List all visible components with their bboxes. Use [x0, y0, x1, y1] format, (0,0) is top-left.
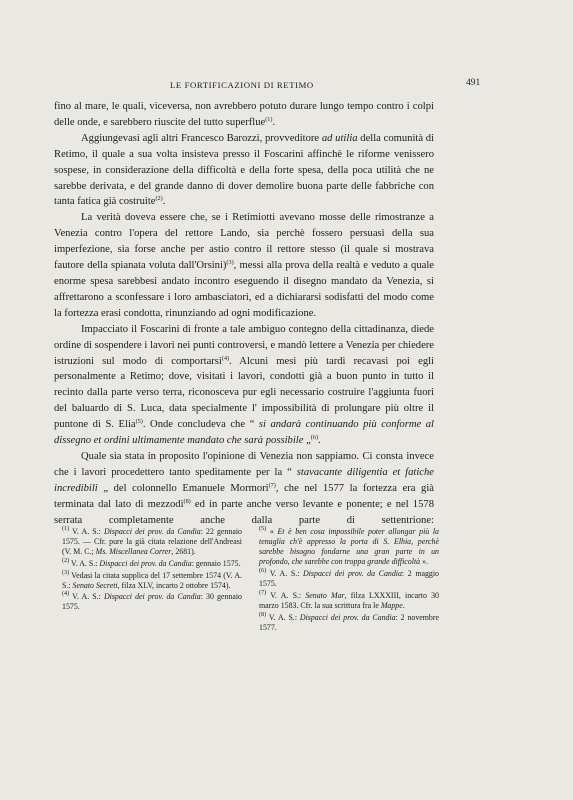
- italic-text: Dispacci dei prov. da Candia: [299, 612, 396, 622]
- text-run: . Alcuni mesi più tardi recavasi poi egli personalmente a Retimo; dove, visitati i lavori, condotti già a buon punto in tutto il recinto dalla parte verso terra, riconosceva pur egli necessario costruire l'aggiunta fuori del baluardo di S. Luca, data specialmente l' impossibilità di prolungare più oltre il puntone di S. Elia: [54, 355, 435, 431]
- italic-text: Dispacci dei prov. da Candia: [103, 592, 201, 602]
- paragraph: [54, 449, 434, 529]
- text-run: fino al mare, le quali, viceversa, non avrebbero potuto durare lungo tempo contro i colpi delle onde, e sarebbero riuscite del tutto superflue: [54, 101, 434, 128]
- footnote: [259, 588, 439, 611]
- text-run: V. A. S.:: [266, 612, 300, 622]
- text-run: . Onde concludeva che “: [142, 419, 259, 431]
- text-run: .: [162, 196, 166, 208]
- footnote: [259, 527, 439, 567]
- footnotes: [62, 527, 439, 633]
- footnote-ref: (7): [259, 588, 267, 596]
- text-run: : 2 novembre 1577.: [259, 612, 439, 632]
- footnote-ref: (1): [62, 525, 70, 532]
- italic-text: Senato Mar: [305, 590, 345, 600]
- running-title: LE FORTIFICAZIONI DI RETIMO: [170, 80, 314, 90]
- paragraph: [54, 131, 434, 211]
- text-run: , messi alla prova della realtà e veduto a quale enorme spesa sarebbesi andato incontro eseguendo il disegno mandato da Venezia, si affrettarono a sconfessare i loro ambasciatori, ed a dichiararsi sodisfatti del modo come la fortezza erasi condotta, rinunziando ad ogni modificazione.: [54, 260, 434, 319]
- italic-text: si andarà continuando più conforme al dissegno et ordini ultimamente mandato che sarà possibile: [54, 419, 434, 447]
- footnote-ref: (6): [259, 566, 267, 574]
- footnote-ref: (3): [226, 259, 234, 267]
- footnote-ref: (8): [183, 497, 191, 505]
- footnote-ref: (5): [135, 418, 143, 426]
- text-run: , 2681).: [171, 547, 196, 557]
- text-run: V. A. S.:: [266, 590, 306, 600]
- footnote-ref: (3): [62, 568, 70, 576]
- text-run: Vedasi la citata supplica del 17 settembre 1574 (V. A. S.:: [62, 570, 242, 590]
- footnote-ref: (7): [268, 481, 276, 489]
- italic-text: Ms. Miscellanea Correr: [95, 547, 172, 557]
- text-run: della comunità di Retimo, il quale a sua volta insisteva presso il Foscarini affinchè le riforme venissero sospese, in considerazione della difficoltà e della forte spesa, della poca utilità che ne sarebbe derivata, e del grande danno di dover demolire buona parte delle fabbriche con tanta fatica già costruite: [54, 132, 435, 208]
- text-run: „: [303, 435, 311, 447]
- footnote: [259, 610, 439, 633]
- footnote-ref: (4): [221, 354, 230, 362]
- footnote: [62, 527, 242, 557]
- text-run: : 30 gennaio 1575.: [62, 592, 242, 612]
- text-run: .: [402, 600, 405, 610]
- paragraph: [54, 99, 434, 131]
- paragraph: [54, 322, 434, 449]
- footnote-ref: (6): [310, 434, 319, 442]
- footnote-ref: (2): [155, 195, 163, 203]
- text-run: V. A. S.:: [69, 558, 100, 568]
- text-run: „ del colonnello Emanuele Mormori: [97, 482, 269, 494]
- text-run: .: [318, 435, 321, 447]
- page-header: [0, 80, 573, 94]
- footnote-ref: (4): [62, 590, 70, 598]
- text-run: : 22 gennaio 1575. — Cfr. pure la già citata relazione dell'Andreasi (V. M. C.;: [62, 527, 242, 557]
- text-run: ».: [420, 557, 428, 567]
- text-run: V. A. S.:: [69, 527, 104, 536]
- footnote-ref: (8): [259, 610, 267, 618]
- footnote-ref: (5): [259, 525, 267, 532]
- italic-text: Dispacci dei prov. da Candia: [99, 558, 192, 568]
- text-run: , filza LXXXIII, incarto 30 marzo 1583. Cfr. la sua scrittura fra le: [259, 590, 439, 610]
- text-run: , filza XLV, incarto 2 ottobre 1574).: [117, 580, 231, 590]
- text-run: .: [272, 116, 276, 128]
- text-run: : gennaio 1575.: [191, 558, 241, 568]
- footnote: [62, 556, 242, 569]
- footnote: [259, 566, 439, 589]
- text-run: «: [266, 527, 278, 536]
- text-run: La verità doveva essere che, se i Retimiotti avevano mosse delle rimostranze a Venezia contro l'opera del rettore Lando, sia perchè fossero persuasi della sua imperfezione, sia forse anche per astio contro il rettore stesso (il quale si mostrava fautore della spianata voluta dall'Orsini): [54, 212, 434, 272]
- italic-text: stavacante diligentia et fatiche incredibili: [54, 466, 435, 494]
- footnote-ref: (1): [265, 115, 273, 123]
- text-run: : 2 maggio 1575.: [259, 568, 439, 589]
- italic-text: Dispacci dei prov. da Candia: [303, 568, 402, 578]
- page-number: 491: [466, 78, 481, 88]
- footnote: [62, 592, 242, 612]
- footnote: [62, 568, 242, 591]
- footnote-ref: (2): [62, 556, 70, 564]
- text-run: , che nel 1577 la fortezza era già terminata dal lato di mezzodì: [54, 482, 434, 510]
- italic-text: Dispacci dei prov. da Candia: [103, 527, 201, 536]
- italic-text: Senato Secreti: [72, 580, 118, 590]
- text-run: Quale sia stata in proposito l'opinione di Venezia non sappiamo. Ci consta invece che i lavori procedettero tanto speditamente per la “: [54, 450, 434, 478]
- italic-text: Mappe: [380, 600, 403, 610]
- body-text: [54, 99, 434, 528]
- text-run: V. A. S.:: [266, 568, 304, 578]
- paragraph: [54, 210, 434, 321]
- text-run: V. A. S.:: [69, 592, 104, 602]
- italic-text: Et è ben cosa impossibile poter allongar più la tenaglia ch'è appresso la porta di S. Elhia, perchè sarebbe bisogno fondarne una gran parte in un profondo, che sarebbe con troppa grande difficoltà: [259, 527, 439, 567]
- text-run: Impacciato il Foscarini di fronte a tale ambiguo contegno della cittadinanza, diede ordine di sospendere i lavori nei punti controversi, e mandò lettere a Venezia per chiedere istruzioni sul modo di comportarsi: [54, 323, 434, 367]
- text-run: Aggiungevasi agli altri Francesco Barozzi, provveditore: [81, 132, 322, 144]
- text-run: ed in parte anche verso levante e ponente; e nel 1578 serrata completamente anche dalla parte di settentrione:: [54, 498, 434, 526]
- italic-text: ad utilia: [321, 132, 358, 144]
